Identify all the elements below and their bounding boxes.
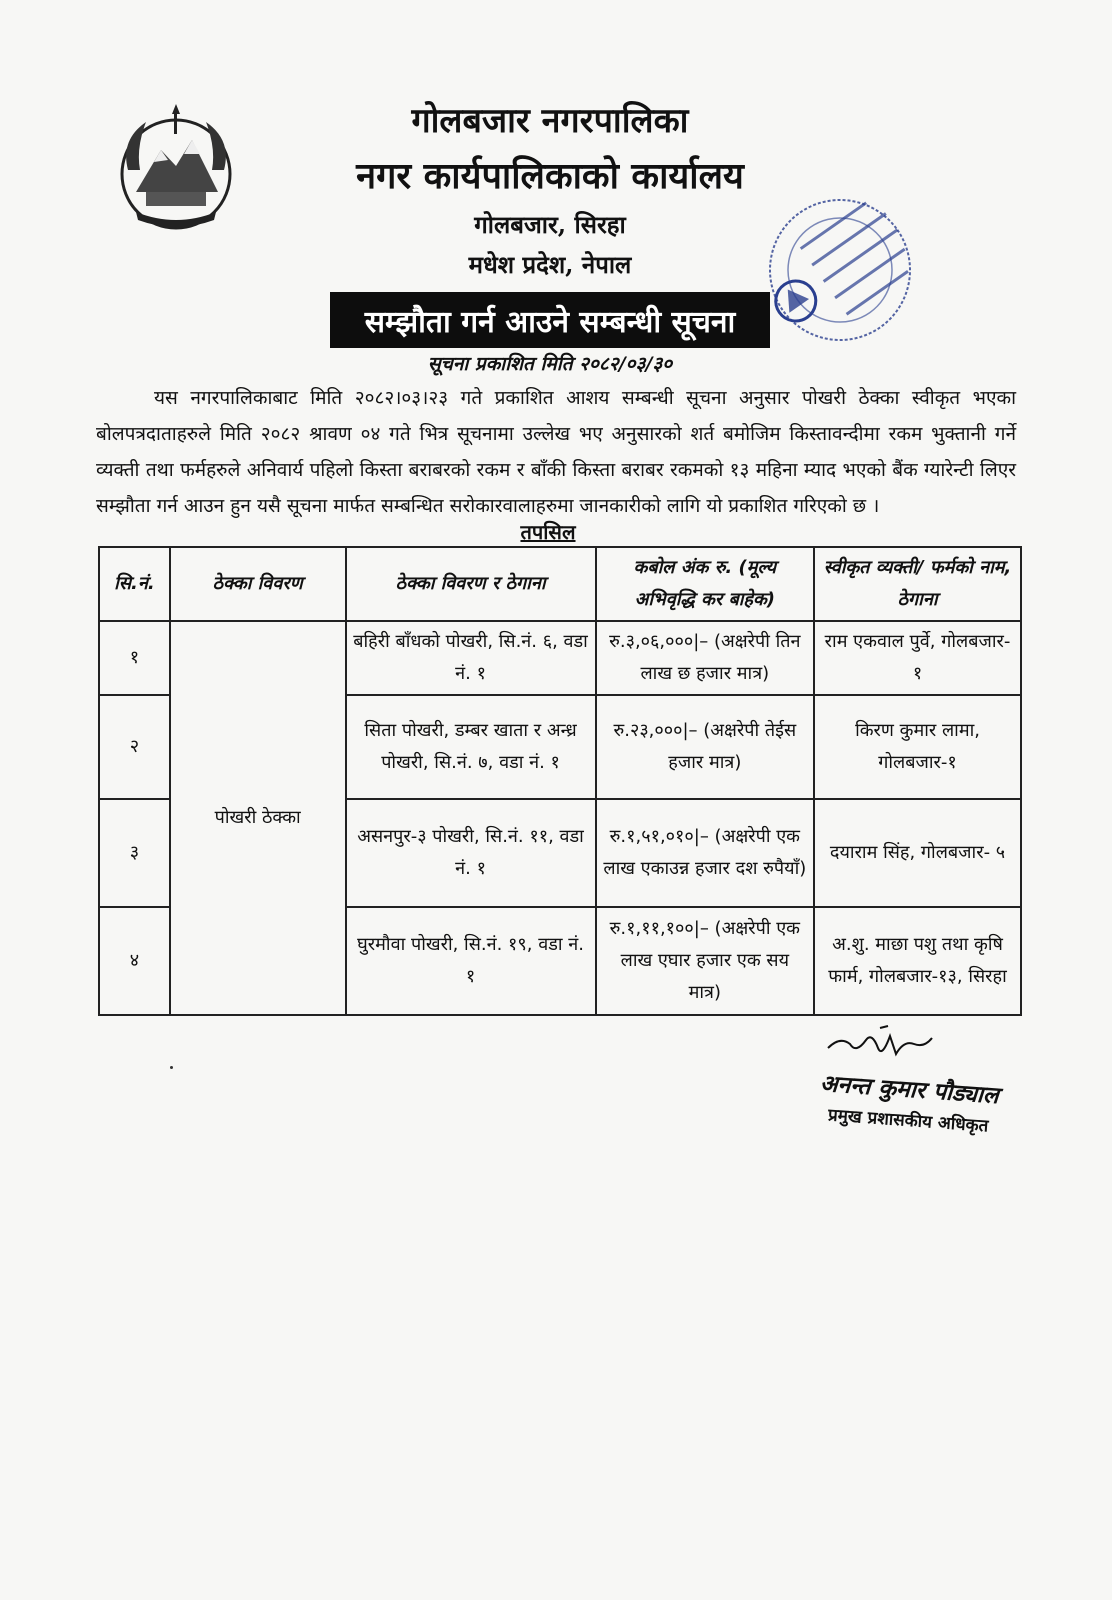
table-header-row	[99, 547, 1021, 621]
speck	[170, 1066, 173, 1069]
row-party: दयाराम सिंह, गोलबजार- ५	[814, 799, 1021, 907]
notice-paragraph: यस नगरपालिकाबाट मिति २०८२।०३।२३ गते प्रकाशित आशय सम्बन्धी सूचना अनुसार पोखरी ठेक्का स्वीकृत भएका बोलपत्रदाताहरुले मिति २०८२ श्रावण ०४ गते भित्र सूचनामा उल्लेख भए अनुसारको शर्त बमोजिम किस्तावन्दीमा रकम भुक्तानी गर्ने व्यक्ती तथा फर्महरुले अनिवार्य पहिलो किस्ता बराबरको रकम र बाँकी किस्ता बराबर रकमको १३ महिना म्याद भएको बैंक ग्यारेन्टी लिएर सम्झौता गर्न आउन हुन यसै सूचना मार्फत सम्बन्धित सरोकारवालाहरुमा जानकारीको लागि यो प्रकाशित गरिएको छ ।	[96, 387, 1016, 517]
row-party: राम एकवाल पुर्वे, गोलबजार- १	[814, 621, 1021, 695]
row-location: बहिरी बाँधको पोखरी, सि.नं. ६, वडा नं. १	[346, 621, 596, 695]
col-header-location: ठेक्का विवरण र ठेगाना	[346, 547, 596, 621]
row-party: अ.शु. माछा पशु तथा कृषि फार्म, गोलबजार-१३, सिरहा	[814, 907, 1021, 1015]
published-date: सूचना प्रकाशित मिति २०८२/०३/३०	[427, 353, 673, 375]
row-sn: ३	[99, 799, 170, 907]
row-party: किरण कुमार लामा, गोलबजार-१	[814, 695, 1021, 799]
signatory-title: प्रमुख प्रशासकीय अधिकृत	[827, 1105, 990, 1137]
row-location: असनपुर-३ पोखरी, सि.नं. ११, वडा नं. १	[346, 799, 596, 907]
col-header-party: स्वीकृत व्यक्ती/ फर्मको नाम, ठेगाना	[814, 547, 1021, 621]
office-name: नगर कार्यपालिकाको कार्यालय	[356, 155, 744, 197]
handwritten-signature	[820, 1018, 950, 1068]
table-row	[99, 621, 1021, 695]
row-sn: ४	[99, 907, 170, 1015]
row-category: पोखरी ठेक्का	[170, 621, 346, 1015]
nepal-emblem-icon	[106, 100, 246, 240]
col-header-sn: सि.नं.	[99, 547, 170, 621]
row-location: सिता पोखरी, डम्बर खाता र अन्ध्र पोखरी, सि.नं. ७, वडा नं. १	[346, 695, 596, 799]
office-seal-stamp	[760, 190, 920, 350]
row-sn: १	[99, 621, 170, 695]
row-amount: रु.१,११,१००|– (अक्षरेपी एक लाख एघार हजार एक सय मात्र)	[596, 907, 814, 1015]
row-location: घुरमौवा पोखरी, सि.नं. १९, वडा नं. १	[346, 907, 596, 1015]
province-country: मधेश प्रदेश, नेपाल	[468, 250, 632, 279]
contract-table	[98, 546, 1022, 1016]
col-header-amount: कबोल अंक रु. (मूल्य अभिवृद्धि कर बाहेक)	[596, 547, 814, 621]
municipality-name: गोलबजार नगरपालिका	[411, 101, 689, 141]
notice-title: सम्झौता गर्न आउने सम्बन्धी सूचना	[330, 292, 770, 348]
row-amount: रु.२३,०००|– (अक्षरेपी तेईस हजार मात्र)	[596, 695, 814, 799]
row-amount: रु.१,५१,०१०|– (अक्षरेपी एक लाख एकाउन्न हजार दश रुपैयाँ)	[596, 799, 814, 907]
col-header-contract: ठेक्का विवरण	[170, 547, 346, 621]
signatory-name: अनन्त कुमार पौड्याल	[819, 1069, 1000, 1110]
office-address: गोलबजार, सिरहा	[474, 210, 626, 239]
notice-body	[96, 380, 1016, 524]
row-amount: रु.३,०६,०००|– (अक्षरेपी तिन लाख छ हजार मात्र)	[596, 621, 814, 695]
row-sn: २	[99, 695, 170, 799]
table-caption: तपसिल	[520, 520, 576, 544]
